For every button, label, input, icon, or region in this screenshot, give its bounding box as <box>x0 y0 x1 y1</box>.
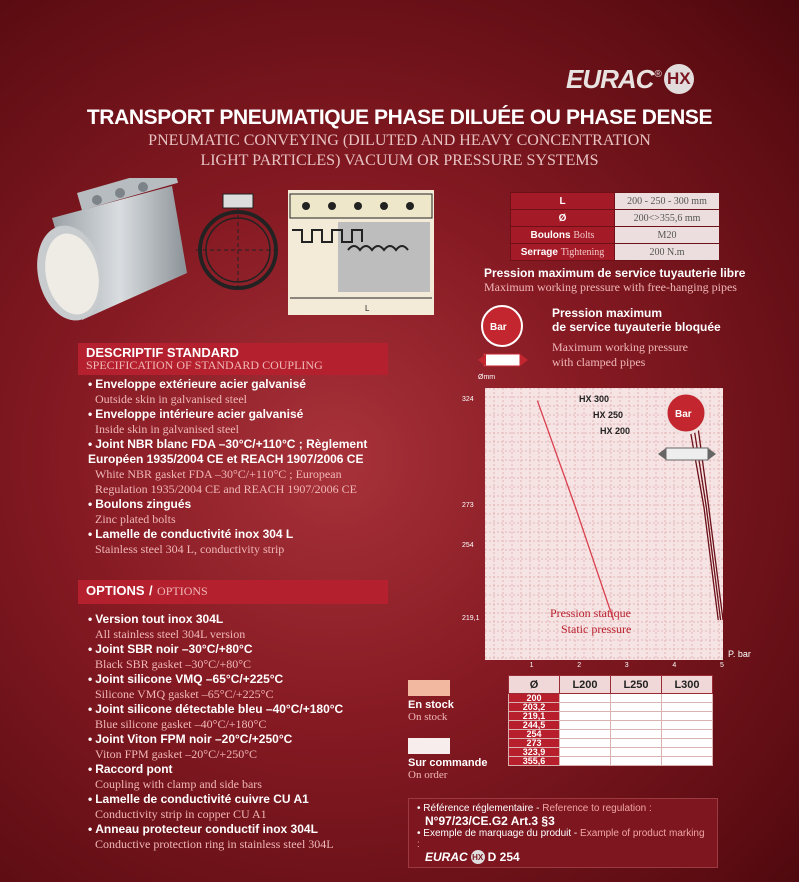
item-en: White NBR gasket FDA –30°C/+110°C ; European <box>95 467 342 481</box>
list-item <box>88 527 388 557</box>
item-fr: • Enveloppe intérieure acier galvanisé <box>88 407 388 422</box>
diameter-cell: 254 <box>509 730 560 739</box>
marking-code: D 254 <box>487 850 520 864</box>
availability-cell <box>662 712 713 721</box>
availability-cell <box>560 739 611 748</box>
availability-cell <box>611 748 662 757</box>
list-item <box>88 672 398 702</box>
list-item <box>88 407 388 437</box>
marking-logo: EURAC <box>425 850 468 864</box>
availability-cell <box>611 757 662 766</box>
in-stock-en: On stock <box>408 711 448 723</box>
table-row <box>509 757 713 766</box>
page-subtitle <box>0 131 799 171</box>
pressure-clamped-en-1: Maximum working pressure <box>552 340 688 354</box>
marking-value <box>417 850 709 864</box>
free-pipe-icon <box>476 304 538 380</box>
list-item <box>88 732 398 762</box>
in-stock-swatch <box>408 680 450 696</box>
coupling-photo <box>22 178 190 326</box>
spec-key-fr: L <box>559 195 566 207</box>
list-item <box>88 612 398 642</box>
descriptif-list <box>88 377 388 557</box>
spec-row-length <box>511 193 720 210</box>
diameter-cell: 200 <box>509 694 560 703</box>
diameter-cell: 219,1 <box>509 712 560 721</box>
list-item <box>88 642 398 672</box>
item-fr: • Enveloppe extérieure acier galvanisé <box>88 377 388 392</box>
y-axis-label: Ømm <box>478 374 496 381</box>
spec-key-fr: Serrage <box>520 246 558 258</box>
item-fr: • Boulons zingués <box>88 497 388 512</box>
availability-cell <box>662 757 713 766</box>
availability-cell <box>611 739 662 748</box>
descriptif-title: DESCRIPTIF STANDARD <box>86 345 239 360</box>
item-fr: • Lamelle de conductivité inox 304 L <box>88 527 388 542</box>
mark-fr: Exemple de marquage du produit - <box>423 828 578 839</box>
item-fr: • Joint silicone VMQ –65°C/+225°C <box>88 672 398 687</box>
bar-icon-label: Bar <box>675 409 692 420</box>
static-label-en: Static pressure <box>561 622 632 636</box>
spec-key <box>511 227 615 244</box>
options-title: OPTIONS <box>86 583 145 598</box>
item-en: Black SBR gasket –30°C/+80°C <box>95 657 252 671</box>
spec-key-fr: Boulons <box>530 229 571 241</box>
bar-icon-label: Bar <box>490 322 507 333</box>
reference-box <box>408 798 718 868</box>
list-item <box>88 822 398 852</box>
pressure-clamped-en-2: with clamped pipes <box>552 355 646 369</box>
list-item <box>88 377 388 407</box>
col-header: L300 <box>662 676 713 694</box>
item-fr: • Joint SBR noir –30°C/+80°C <box>88 642 398 657</box>
marking-line: • Exemple de marquage du produit - Example of product marking : <box>417 828 705 850</box>
eurac-logo <box>566 64 694 94</box>
on-order-legend <box>408 757 487 781</box>
series-label-hx300: HX 300 <box>579 394 610 404</box>
availability-cell <box>560 757 611 766</box>
bar-clamped-icon <box>656 390 720 466</box>
spec-value: M20 <box>615 227 720 244</box>
x-tick-label: 5 <box>720 662 724 669</box>
regulation-value: N°97/23/CE.G2 Art.3 §3 <box>425 814 555 828</box>
spec-key-en: Tightening <box>560 246 605 258</box>
item-en: Conductivity strip in copper CU A1 <box>95 807 267 821</box>
y-tick-label: 273 <box>462 502 474 510</box>
sizes-table <box>508 675 713 766</box>
item-en: Outside skin in galvanised steel <box>95 392 247 406</box>
logo-badge: HX <box>664 64 694 94</box>
item-en: Inside skin in galvanised steel <box>95 422 239 436</box>
series-label-hx200: HX 200 <box>600 426 631 436</box>
item-en: Regulation 1935/2004 CE and REACH 1907/2006 CE <box>95 482 357 496</box>
x-tick-label: 1 <box>529 662 534 669</box>
on-order-fr: Sur commande <box>408 757 488 769</box>
item-fr: • Raccord pont <box>88 762 398 777</box>
clamped-pipe-icon <box>656 390 720 471</box>
item-fr: • Joint silicone détectable bleu –40°C/+180°C <box>88 702 398 717</box>
spec-row-diameter <box>511 210 720 227</box>
subtitle-line-1: PNEUMATIC CONVEYING (DILUTED AND HEAVY CONCENTRATION <box>148 132 651 149</box>
item-fr: • Lamelle de conductivité cuivre CU A1 <box>88 792 398 807</box>
availability-cell <box>611 712 662 721</box>
options-list <box>88 612 398 852</box>
in-stock-fr: En stock <box>408 699 454 711</box>
item-en: Zinc plated bolts <box>95 512 176 526</box>
x-tick-label: 4 <box>672 662 677 669</box>
pressure-clamped-caption <box>552 306 772 370</box>
descriptif-subtitle: SPECIFICATION OF STANDARD COUPLING <box>86 358 323 372</box>
marking-logo-badge: HX <box>471 850 485 864</box>
pressure-clamped-fr-2: de service tuyauterie bloquée <box>552 320 721 334</box>
diameter-cell: 273 <box>509 739 560 748</box>
availability-cell <box>662 739 713 748</box>
item-en: All stainless steel 304L version <box>95 627 246 641</box>
spec-row-tightening <box>511 244 720 261</box>
static-pressure-label <box>550 606 631 621</box>
col-header: L250 <box>611 676 662 694</box>
col-header: L200 <box>560 676 611 694</box>
x-tick-label: 2 <box>577 662 582 669</box>
pressure-free-fr: Pression maximum de service tuyauterie libre <box>484 266 746 280</box>
on-order-swatch <box>408 738 450 754</box>
availability-cell <box>560 721 611 730</box>
options-header: OPTIONS / OPTIONS <box>78 580 388 604</box>
availability-cell <box>662 694 713 703</box>
list-item <box>88 762 398 792</box>
x-tick-label: 3 <box>624 662 629 669</box>
on-order-en: On order <box>408 769 448 781</box>
col-header: Ø <box>509 676 560 694</box>
y-tick-label: 324 <box>462 395 474 403</box>
spec-table <box>510 192 720 261</box>
page-title: TRANSPORT PNEUMATIQUE PHASE DILUÉE OU PHASE DENSE <box>86 106 713 129</box>
y-tick-label: 219,1 <box>462 615 480 623</box>
list-item <box>88 792 398 822</box>
spec-value: 200 - 250 - 300 mm <box>615 193 720 210</box>
series-label-hx250: HX 250 <box>593 410 624 420</box>
item-en: Silicone VMQ gasket –65°C/+225°C <box>95 687 274 701</box>
pressure-free-en: Maximum working pressure with free-hanging pipes <box>484 280 737 294</box>
logo-registered: ® <box>654 68 662 80</box>
item-en: Coupling with clamp and side bars <box>95 777 262 791</box>
static-label-fr: Pression statique <box>550 606 631 620</box>
ring-drawing <box>195 188 281 300</box>
y-tick-label: 254 <box>462 542 474 549</box>
availability-cell <box>560 730 611 739</box>
availability-cell <box>560 703 611 712</box>
item-en: Stainless steel 304 L, conductivity strip <box>95 542 285 556</box>
spec-key-fr: Ø <box>558 212 567 224</box>
availability-cell <box>662 748 713 757</box>
spec-key <box>511 244 615 261</box>
pressure-free-caption <box>484 266 784 295</box>
availability-cell <box>560 694 611 703</box>
availability-cell <box>611 721 662 730</box>
table-header-row <box>509 676 713 694</box>
in-stock-legend <box>408 699 454 723</box>
availability-cell <box>611 703 662 712</box>
options-title-en: OPTIONS <box>157 584 208 598</box>
diameter-cell: 244,5 <box>509 721 560 730</box>
section-drawing-svg <box>288 190 434 315</box>
availability-cell <box>662 730 713 739</box>
pressure-clamped-fr-1: Pression maximum <box>552 306 663 320</box>
bar-gauge-icon <box>476 304 538 380</box>
x-axis-label: P. bar <box>728 649 751 659</box>
regulation-line: • Référence réglementaire - Reference to regulation : <box>417 803 652 814</box>
dim-label: L <box>365 304 370 313</box>
list-item <box>88 702 398 732</box>
diameter-cell: 355,6 <box>509 757 560 766</box>
list-item <box>88 497 388 527</box>
logo-text: EURAC <box>566 63 654 94</box>
diameter-cell: 323,9 <box>509 748 560 757</box>
item-en: Blue silicone gasket –40°C/+180°C <box>95 717 267 731</box>
item-fr: • Anneau protecteur conductif inox 304L <box>88 822 398 837</box>
availability-cell <box>560 748 611 757</box>
availability-cell <box>662 721 713 730</box>
availability-cell <box>611 730 662 739</box>
diameter-cell: 203,2 <box>509 703 560 712</box>
item-fr: • Version tout inox 304L <box>88 612 398 627</box>
subtitle-line-2: LIGHT PARTICLES) VACUUM OR PRESSURE SYSTEMS <box>200 152 599 169</box>
reg-fr: Référence réglementaire - <box>423 803 540 814</box>
item-fr: • Joint Viton FPM noir –20°C/+250°C <box>88 732 398 747</box>
mark-en: Example of product marking : <box>417 828 705 850</box>
spec-key <box>511 193 615 210</box>
spec-value: 200 N.m <box>615 244 720 261</box>
section-drawing <box>288 190 434 315</box>
item-fr: • Joint NBR blanc FDA –30°C/+110°C ; Règlement Européen 1935/2004 CE et REACH 1907/2006 CE <box>88 437 388 467</box>
reg-en: Reference to regulation : <box>542 803 652 814</box>
availability-cell <box>611 694 662 703</box>
spec-key <box>511 210 615 227</box>
availability-cell <box>560 712 611 721</box>
spec-key-en: Bolts <box>573 229 595 241</box>
spec-row-bolts <box>511 227 720 244</box>
spec-value: 200<>355,6 mm <box>615 210 720 227</box>
pressure-chart <box>462 372 762 672</box>
item-en: Viton FPM gasket –20°C/+250°C <box>95 747 257 761</box>
availability-cell <box>662 703 713 712</box>
list-item <box>88 437 388 497</box>
descriptif-header <box>78 343 388 375</box>
item-en: Conductive protection ring in stainless steel 304L <box>95 837 334 851</box>
